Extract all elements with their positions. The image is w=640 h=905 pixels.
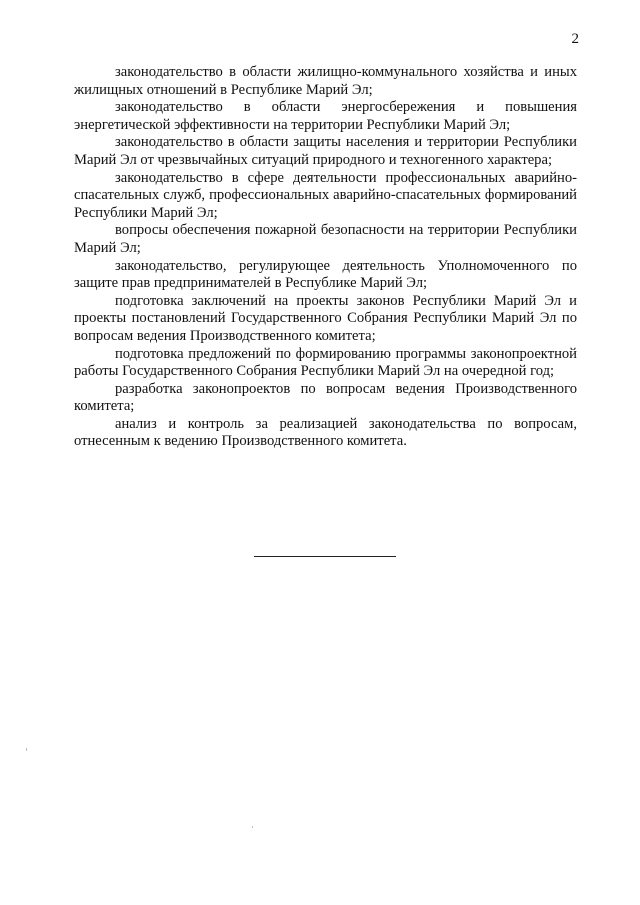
paragraph-analysis-control: анализ и контроль за реализацией законодательства по вопросам, отнесенным к ведению Производственного комитета. xyxy=(74,415,577,450)
page-number: 2 xyxy=(571,31,579,47)
paragraph-bill-drafting: разработка законопроектов по вопросам ведения Производственного комитета; xyxy=(74,380,577,415)
scan-speck xyxy=(26,748,27,751)
end-of-text-rule xyxy=(254,556,396,557)
paragraph-housing-legislation: законодательство в области жилищно-коммунального хозяйства и иных жилищных отношений в Республике Марий Эл; xyxy=(74,64,577,98)
document-body xyxy=(74,64,577,451)
paragraph-emergency-protection: законодательство в области защиты населения и территории Республики Марий Эл от чрезвычайных ситуаций природного и техногенного характера; xyxy=(74,134,577,168)
paragraph-fire-safety: вопросы обеспечения пожарной безопасности на территории Республики Марий Эл; xyxy=(74,222,577,256)
paragraph-rescue-services: законодательство в сфере деятельности профессиональных аварийно-спасательных служб, профессиональных аварийно-спасательных формирований Республики Марий Эл; xyxy=(74,169,577,221)
paragraph-business-ombudsman: законодательство, регулирующее деятельность Уполномоченного по защите прав предпринимателей в Республике Марий Эл; xyxy=(74,257,577,292)
paragraph-program-proposals: подготовка предложений по формированию программы законопроектной работы Государственного Собрания Республики Марий Эл на очередной год; xyxy=(74,345,577,380)
paragraph-energy-saving: законодательство в области энергосбережения и повышения энергетической эффективности на территории Республики Марий Эл; xyxy=(74,99,577,133)
paragraph-draft-conclusions: подготовка заключений на проекты законов Республики Марий Эл и проекты постановлений Государственного Собрания Республики Марий Эл по вопросам ведения Производственного комитета; xyxy=(74,292,577,344)
scan-speck xyxy=(252,826,253,828)
